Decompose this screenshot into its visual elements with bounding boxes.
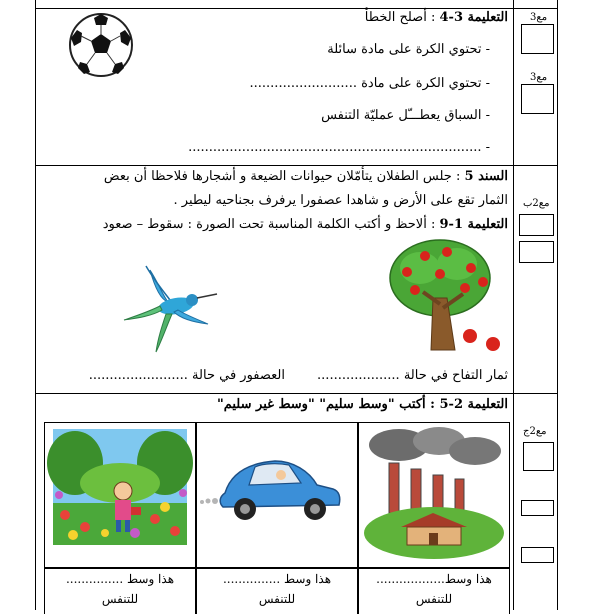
caption-line: للتنفس bbox=[258, 592, 296, 606]
apple-tree-image bbox=[385, 238, 505, 356]
instruction-text: : ألاحظ و أكتب الكلمة المناسبة تحت الصورة : سقوط – صعود bbox=[102, 217, 440, 232]
grade-box[interactable] bbox=[523, 442, 554, 471]
image-cell-garden bbox=[44, 422, 196, 568]
answer-line[interactable]: - تحتوي الكرة على مادة .......................... bbox=[249, 76, 490, 91]
soccer-ball-image bbox=[68, 12, 134, 78]
support-label: السند 5 bbox=[464, 169, 508, 184]
instruction-text: : أكتب "وسط سليم" "وسط غير سليم" bbox=[216, 397, 440, 412]
caption-line[interactable]: هذا وسط ............... bbox=[65, 572, 175, 586]
support-line-2: الثمار تقع على الأرض و شاهدا عصفورا يرفرف بجناحيه ليطير . bbox=[173, 193, 508, 208]
divider-1 bbox=[35, 165, 557, 166]
instruction-label: التعليمة 1-9 bbox=[439, 217, 508, 232]
grade-box[interactable] bbox=[521, 24, 554, 54]
grade-box[interactable] bbox=[521, 84, 554, 114]
criterion-code: مع2ج bbox=[523, 426, 547, 437]
instruction-text: : أصلح الخطأ bbox=[364, 10, 440, 25]
caption-bird[interactable]: العصفور في حالة ........................ bbox=[88, 368, 285, 383]
grade-box[interactable] bbox=[519, 214, 554, 236]
caption-line[interactable]: هذا وسط.................. bbox=[376, 572, 492, 586]
grade-box[interactable] bbox=[519, 241, 554, 263]
car-image bbox=[197, 423, 357, 567]
image-cell-car bbox=[196, 422, 358, 568]
instruction-label: التعليمة 2-5 bbox=[439, 397, 508, 412]
instruction-heading bbox=[217, 397, 508, 412]
divider-2 bbox=[35, 393, 557, 394]
criterion-code: مع2ب bbox=[523, 198, 550, 209]
caption-line[interactable]: هذا وسط ............... bbox=[222, 572, 332, 586]
grade-box[interactable] bbox=[521, 547, 554, 563]
bird-image bbox=[118, 262, 218, 354]
garden-image bbox=[45, 423, 195, 567]
support-text: : جلس الطفلان يتأمّلان حيوانات الضيعة و أشجارها فلاحظا أن بعض bbox=[103, 169, 465, 184]
instruction-label: التعليمة 3-4 bbox=[439, 10, 508, 25]
caption-line: للتنفس bbox=[415, 592, 453, 606]
support-line-1 bbox=[104, 169, 508, 184]
image-cell-factory bbox=[358, 422, 510, 568]
instruction-heading bbox=[365, 10, 508, 25]
grade-box[interactable] bbox=[521, 500, 554, 516]
answer-line: - السباق يعطـــّل عمليّة التنفس bbox=[321, 108, 490, 123]
instruction-heading bbox=[103, 217, 508, 232]
factory-image bbox=[359, 423, 509, 567]
answer-line[interactable]: - ....................................................................... bbox=[188, 140, 490, 155]
criterion-code: مع3 bbox=[530, 72, 548, 83]
caption-apples[interactable]: ثمار التفاح في حالة .................... bbox=[317, 368, 508, 383]
divider-top bbox=[35, 8, 557, 9]
caption-line: للتنفس bbox=[101, 592, 139, 606]
criterion-code: مع3 bbox=[530, 12, 548, 23]
answer-line: - تحتوي الكرة على مادة سائلة bbox=[327, 42, 490, 57]
